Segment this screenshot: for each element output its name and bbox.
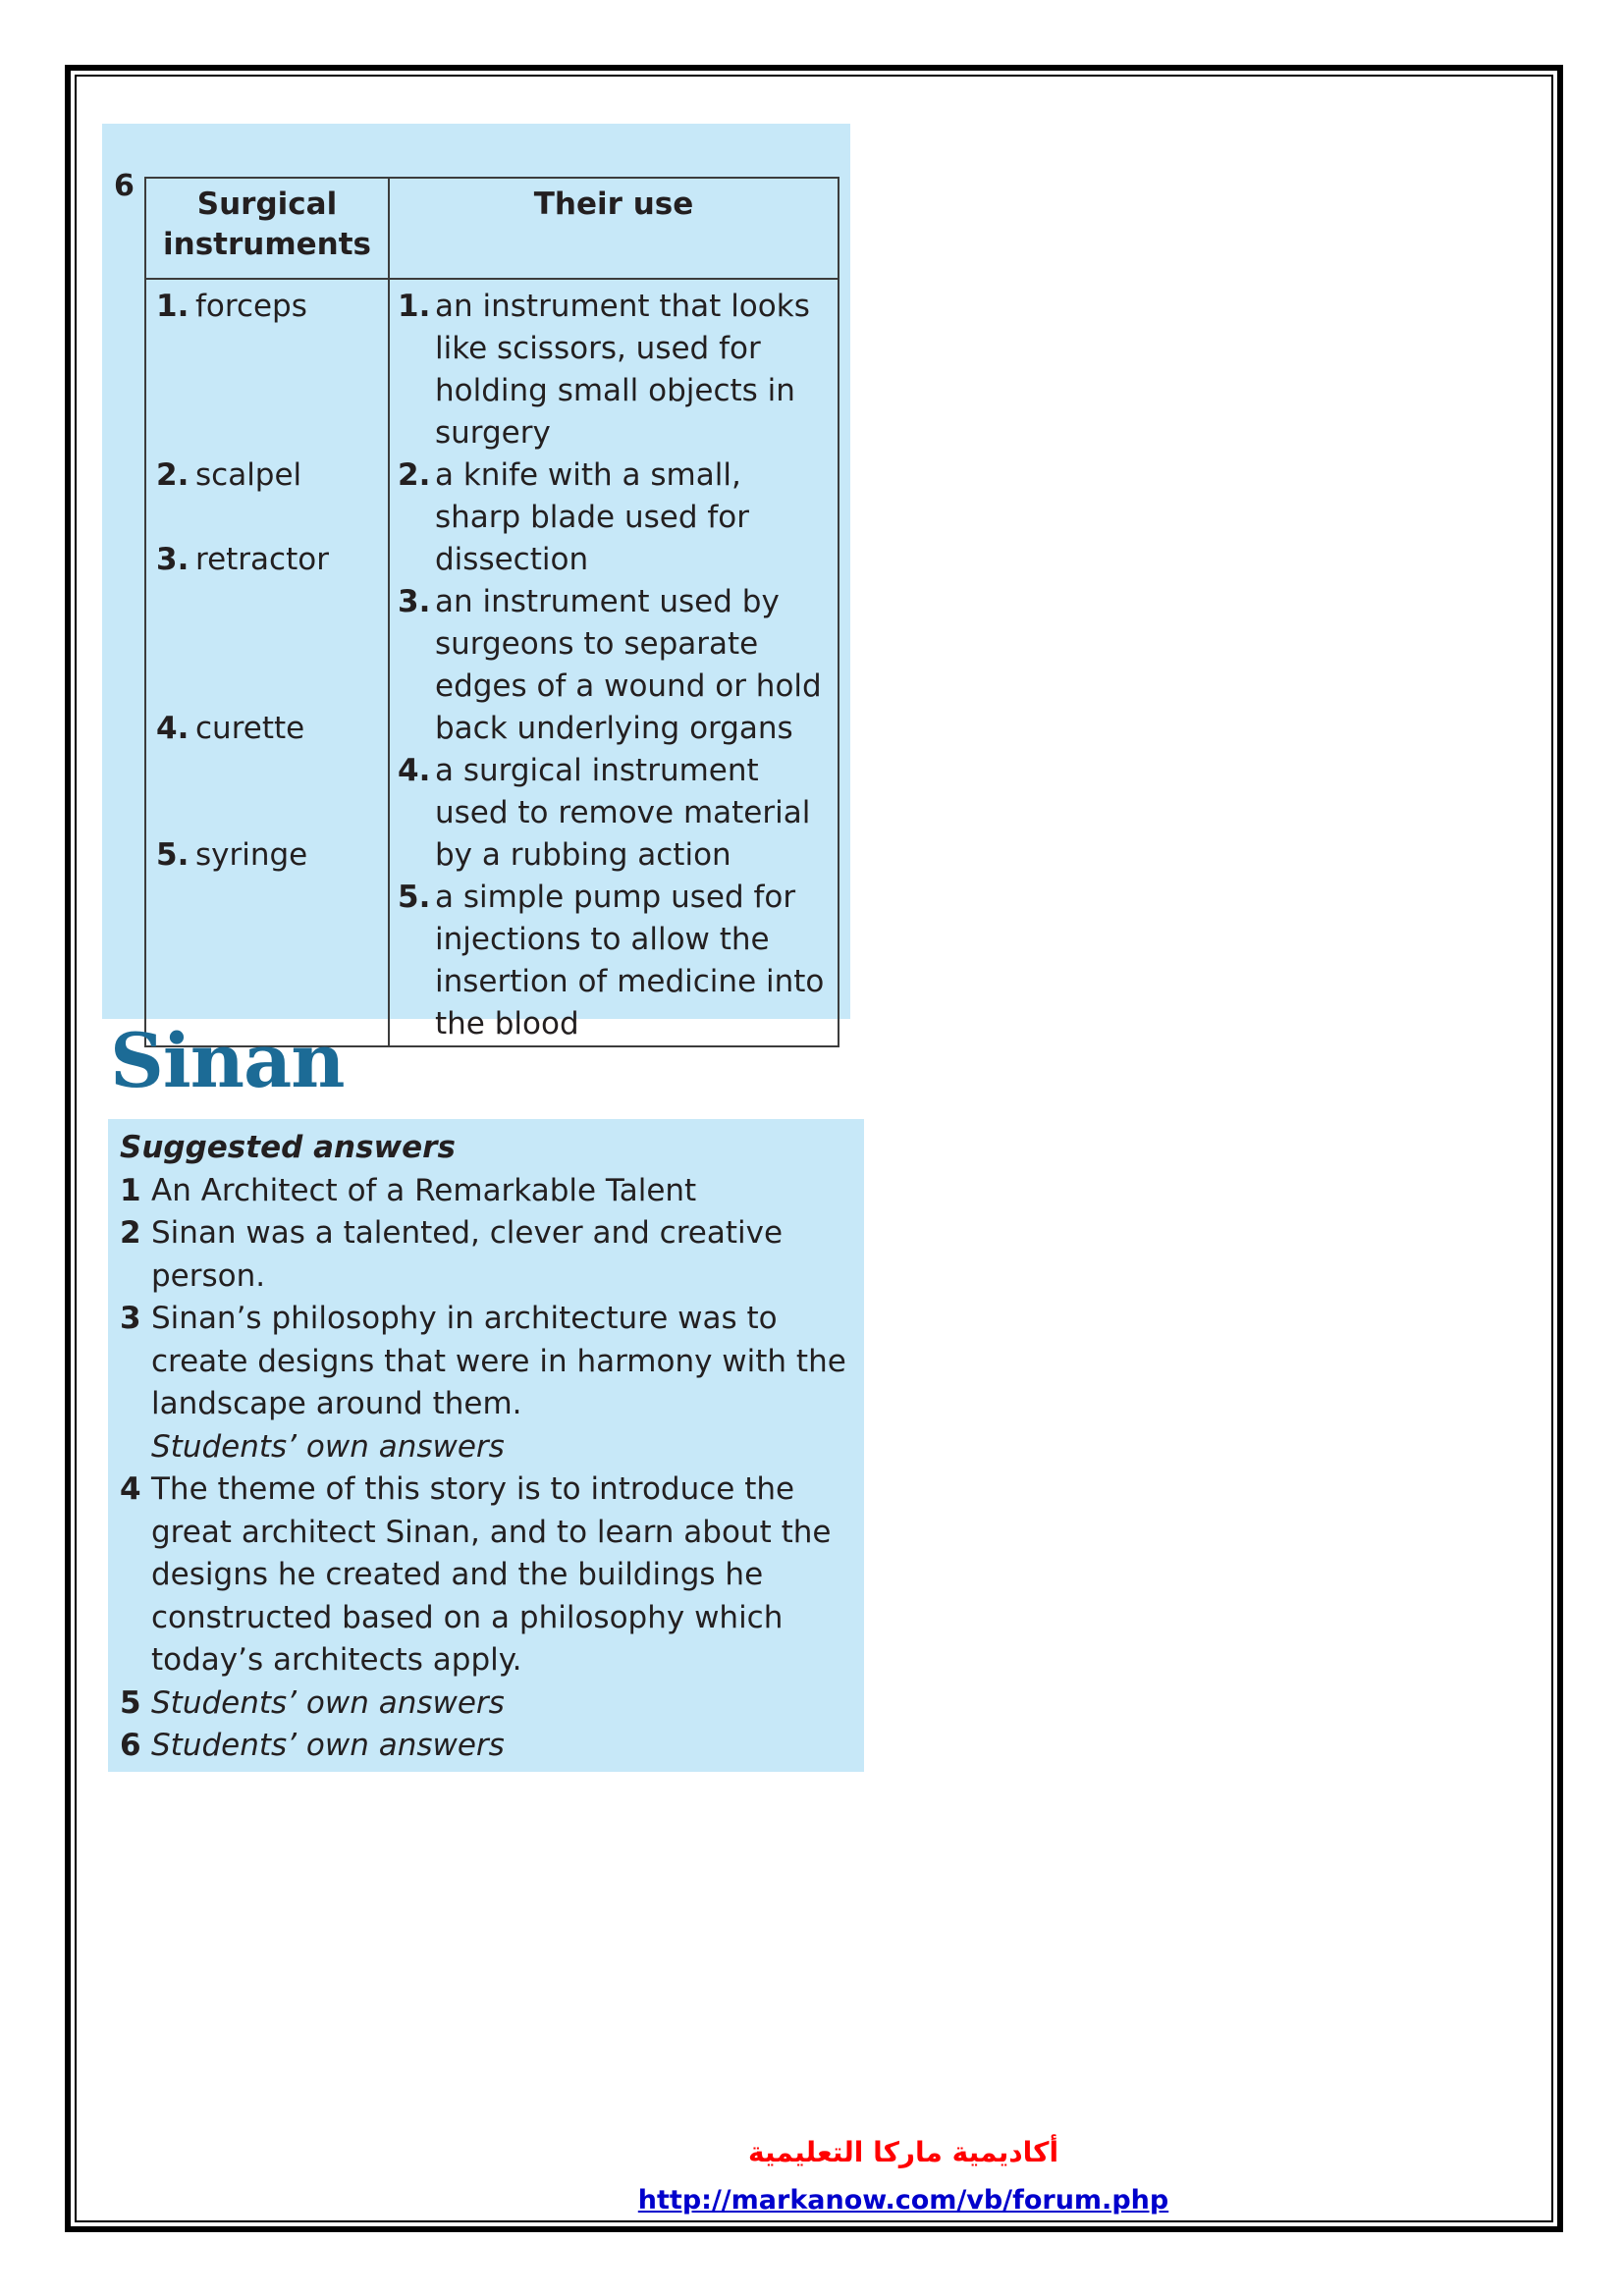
use-text: an instrument that looks like scissors, used for holding small objects in surgery bbox=[435, 289, 810, 451]
answer-text: Students’ own answers bbox=[151, 1728, 505, 1763]
instrument-name: syringe bbox=[195, 837, 308, 873]
answer-text: Sinan’s philosophy in architecture was to create designs that were in harmony with the landscape around them. bbox=[151, 1301, 846, 1421]
use-text: a knife with a small, sharp blade used for dissection bbox=[435, 457, 749, 577]
footer-forum-link[interactable]: http://markanow.com/vb/forum.php bbox=[637, 2185, 1169, 2216]
exercise-6-panel bbox=[102, 124, 850, 1041]
header-their-use: Their use bbox=[389, 178, 839, 279]
instruments-column bbox=[145, 279, 389, 1046]
use-item bbox=[390, 750, 838, 877]
use-text: a surgical instrument used to remove material by a rubbing action bbox=[435, 753, 811, 873]
use-number: 5. bbox=[398, 880, 431, 915]
use-text: a simple pump used for injections to allow the insertion of medicine into the blood bbox=[435, 880, 825, 1041]
instrument-number: 5. bbox=[156, 837, 189, 873]
answer-number: 6 bbox=[120, 1728, 141, 1763]
answer-item bbox=[120, 1682, 854, 1726]
footer-academy-name: أكاديمية ماركا التعليمية bbox=[747, 2136, 1059, 2168]
answer-number: 2 bbox=[120, 1215, 141, 1251]
header-surgical-instruments: Surgical instruments bbox=[145, 178, 389, 279]
use-item bbox=[390, 581, 838, 750]
answer-item bbox=[120, 1468, 854, 1682]
use-item bbox=[390, 454, 838, 581]
answer-item bbox=[120, 1170, 854, 1213]
uses-column bbox=[389, 279, 839, 1046]
instrument-name: forceps bbox=[195, 289, 307, 324]
answer-text-wrap bbox=[151, 1298, 854, 1468]
suggested-answers-panel bbox=[108, 1119, 864, 1772]
answer-text: Sinan was a talented, clever and creative person. bbox=[151, 1215, 784, 1294]
use-number: 3. bbox=[398, 584, 431, 619]
use-number: 4. bbox=[398, 753, 431, 788]
use-item bbox=[390, 877, 838, 1045]
section-title-sinan: Sinan bbox=[110, 1017, 345, 1104]
instruments-table bbox=[144, 177, 839, 1047]
instrument-name: curette bbox=[195, 711, 305, 746]
instrument-item bbox=[146, 286, 388, 454]
instrument-name: scalpel bbox=[195, 457, 302, 493]
use-number: 2. bbox=[398, 457, 431, 493]
answer-item bbox=[120, 1298, 854, 1468]
instrument-item bbox=[146, 708, 388, 834]
instrument-item bbox=[146, 454, 388, 539]
use-item bbox=[390, 286, 838, 454]
instrument-number: 4. bbox=[156, 711, 189, 746]
answer-number: 3 bbox=[120, 1301, 141, 1336]
answer-text: The theme of this story is to introduce the great architect Sinan, and to learn about the designs he created and the buildings he constructed based on a philosophy which today’s architects apply. bbox=[151, 1471, 832, 1678]
instrument-number: 2. bbox=[156, 457, 189, 493]
answer-item bbox=[120, 1725, 854, 1768]
use-number: 1. bbox=[398, 289, 431, 324]
instrument-item bbox=[146, 834, 388, 877]
answer-text: Students’ own answers bbox=[151, 1684, 505, 1721]
answer-number: 5 bbox=[120, 1684, 141, 1721]
instrument-number: 1. bbox=[156, 289, 189, 324]
instrument-number: 3. bbox=[156, 542, 189, 577]
use-text: an instrument used by surgeons to separate edges of a wound or hold back underlying organs bbox=[435, 584, 822, 746]
exercise-number: 6 bbox=[114, 169, 135, 203]
answer-text: An Architect of a Remarkable Talent bbox=[151, 1172, 697, 1208]
answer-note: Students’ own answers bbox=[151, 1428, 505, 1465]
instrument-item bbox=[146, 539, 388, 708]
answer-item bbox=[120, 1212, 854, 1298]
answer-number: 1 bbox=[120, 1172, 141, 1208]
suggested-answers-heading: Suggested answers bbox=[120, 1130, 456, 1165]
instrument-name: retractor bbox=[195, 542, 329, 577]
answer-number: 4 bbox=[120, 1471, 141, 1507]
